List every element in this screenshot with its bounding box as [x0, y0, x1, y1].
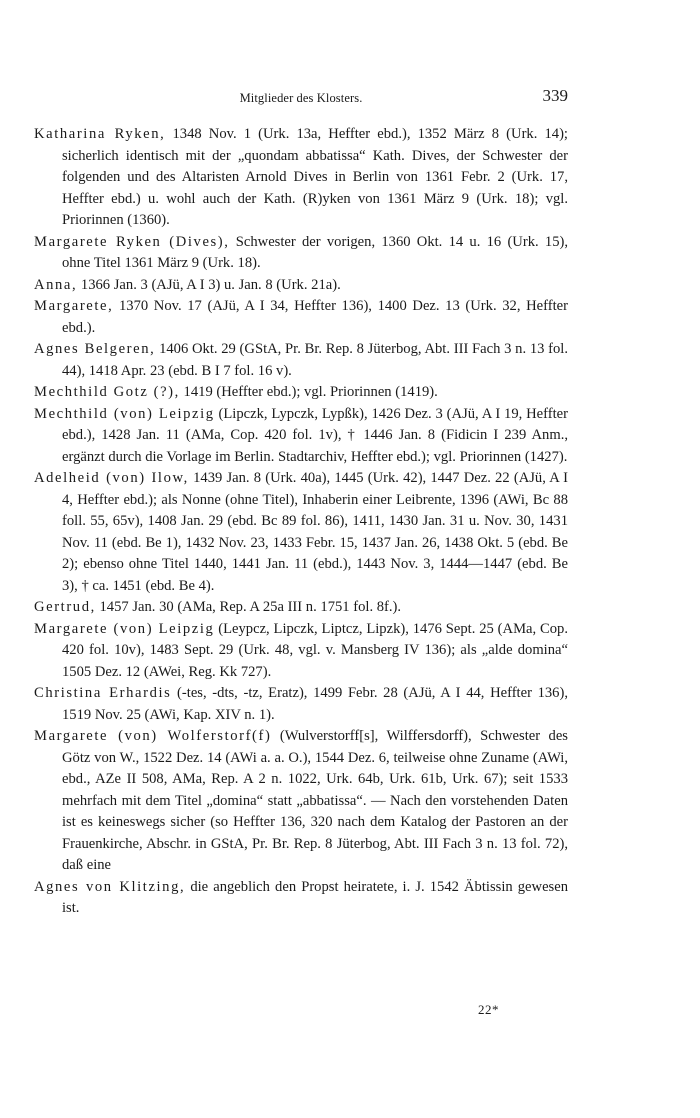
entry-text: 1366 Jan. 3 (AJü, A I 3) u. Jan. 8 (Urk. 21a). [77, 276, 341, 293]
entry-name: Margarete Ryken (Dives), [34, 233, 230, 250]
entry-text: 1457 Jan. 30 (AMa, Rep. A 25a III n. 1751 fol. 8f.). [95, 599, 402, 615]
entry [34, 597, 568, 619]
entry [34, 877, 568, 920]
entry-text: (Lipczk, Lypczk, Lypßk), 1426 Dez. 3 (AJü, A I 19, Heffter ebd.), 1428 Jan. 11 (AMa, Cop. 420 fol. 1v), † 1446 Jan. 8 (Fidicin I 239 Anm., ergänzt durch die Vorlage im Berlin. Stadtarchiv, Heffter ebd.); vgl. Priorinnen (1427). [62, 405, 568, 465]
entry-text: die angeblich den Propst heiratete, i. J. 1542 Äbtissin gewesen ist. [62, 878, 568, 916]
page-number: 339 [542, 86, 568, 105]
entry-name: Mechthild (von) Leipzig [34, 405, 215, 422]
entry-name: Margarete (von) Leipzig [34, 620, 215, 637]
entry-text: (-tes, -dts, -tz, Eratz), 1499 Febr. 28 (AJü, A I 44, Heffter 136), 1519 Nov. 25 (AWi, Kap. XIV n. 1). [62, 685, 568, 723]
entry-text: 1370 Nov. 17 (AJü, A I 34, Heffter 136), 1400 Dez. 13 (Urk. 32, Heffter ebd.). [62, 298, 568, 336]
entry-list [34, 124, 568, 920]
entry-name: Margarete, [34, 298, 114, 314]
entry-name: Adelheid (von) Ilow, [34, 470, 189, 486]
entry-name: Agnes Belgeren, [34, 341, 156, 357]
entry-name: Gertrud, [34, 599, 96, 615]
entry [34, 232, 568, 275]
running-header [34, 86, 568, 108]
entry-text: (Wulverstorff[s], Wilffersdorff), Schwester des Götz von W., 1522 Dez. 14 (AWi a. a. O.), 1544 Dez. 6, teilweise ohne Zuname (AWi, ebd., AZe II 508, AMa, Rep. A 2 n. 1022, Urk. 64b, Urk. 61b, Urk. 67); seit 1533 mehrfach mit dem Titel „domina“ statt „abbatissa“. — Nach den vorstehenden Daten ist es keineswegs sicher (so Heffter 136, 320 nach dem Katalog der Pastoren an der Frauenkirche, Abschr. in GStA, Pr. Br. Rep. 8 Jüterbog, Abt. III Fach 3 n. 13 fol. 72), daß eine [62, 728, 568, 873]
entry-name: Agnes von Klitzing, [34, 878, 186, 895]
entry [34, 468, 568, 597]
entry-text: 1439 Jan. 8 (Urk. 40a), 1445 (Urk. 42), 1447 Dez. 22 (AJü, A I 4, Heffter ebd.); als Nonne (ohne Titel), Inhaberin einer Leibrente, 1396 (AWi, Bc 88 foll. 55, 65v), 1408 Jan. 29 (ebd. Bc 89 fol. 86), 1411, 1430 Jan. 31 u. Nov. 30, 1431 Nov. 11 (ebd. Be 1), 1432 Nov. 23, 1433 Febr. 15, 1437 Jan. 26, 1438 Okt. 5 (ebd. Be 2); ebenso ohne Titel 1440, 1441 Jan. 11 (ebd.), 1443 Nov. 3, 1444—1447 (ebd. Be 3), † ca. 1451 (ebd. Be 4). [62, 470, 568, 594]
entry [34, 382, 568, 404]
entry-name: Christina Erhardis [34, 685, 172, 701]
entry [34, 683, 568, 726]
entry [34, 339, 568, 382]
entry-text: 1348 Nov. 1 (Urk. 13a, Heffter ebd.), 1352 März 8 (Urk. 14); sicherlich identisch mit der „quondam abbatissa“ Kath. Dives, der Schwester der folgenden und des Altaristen Arnold Dives in Berlin von 1361 Febr. 2 (Urk. 17, Heffter ebd.) u. wohl auch der Kath. (R)yken von 1361 März 9 (Urk. 18); vgl. Priorinnen (1360). [62, 126, 568, 228]
entry-text: (Leypcz, Lipczk, Liptcz, Lipzk), 1476 Sept. 25 (AMa, Cop. 420 fol. 10v), 1483 Sept. 29 (Urk. 48, vgl. v. Mansberg IV 136); als „alde domina“ 1505 Dez. 12 (AWei, Reg. Kk 727). [62, 620, 568, 680]
entry [34, 404, 568, 469]
entry-name: Katharina Ryken, [34, 126, 166, 142]
entry [34, 619, 568, 684]
entry [34, 726, 568, 877]
entry-name: Margarete (von) Wolferstorf(f) [34, 728, 272, 744]
signature-mark: 22* [478, 1002, 499, 1017]
entry [34, 296, 568, 339]
entry-text: 1419 (Heffter ebd.); vgl. Priorinnen (1419). [179, 384, 438, 400]
entry-text: 1406 Okt. 29 (GStA, Pr. Br. Rep. 8 Jüterbog, Abt. III Fach 3 n. 13 fol. 44), 1418 Apr. 23 (ebd. B I 7 fol. 16 v). [62, 341, 568, 379]
header-title: Mitglieder des Klosters. [239, 91, 363, 105]
entry-name: Mechthild Gotz (?), [34, 384, 180, 400]
entry-name: Anna, [34, 276, 78, 293]
entry [34, 124, 568, 232]
entry-text: Schwester der vorigen, 1360 Okt. 14 u. 16 (Urk. 15), ohne Titel 1361 März 9 (Urk. 18). [62, 233, 568, 271]
entry [34, 275, 568, 297]
